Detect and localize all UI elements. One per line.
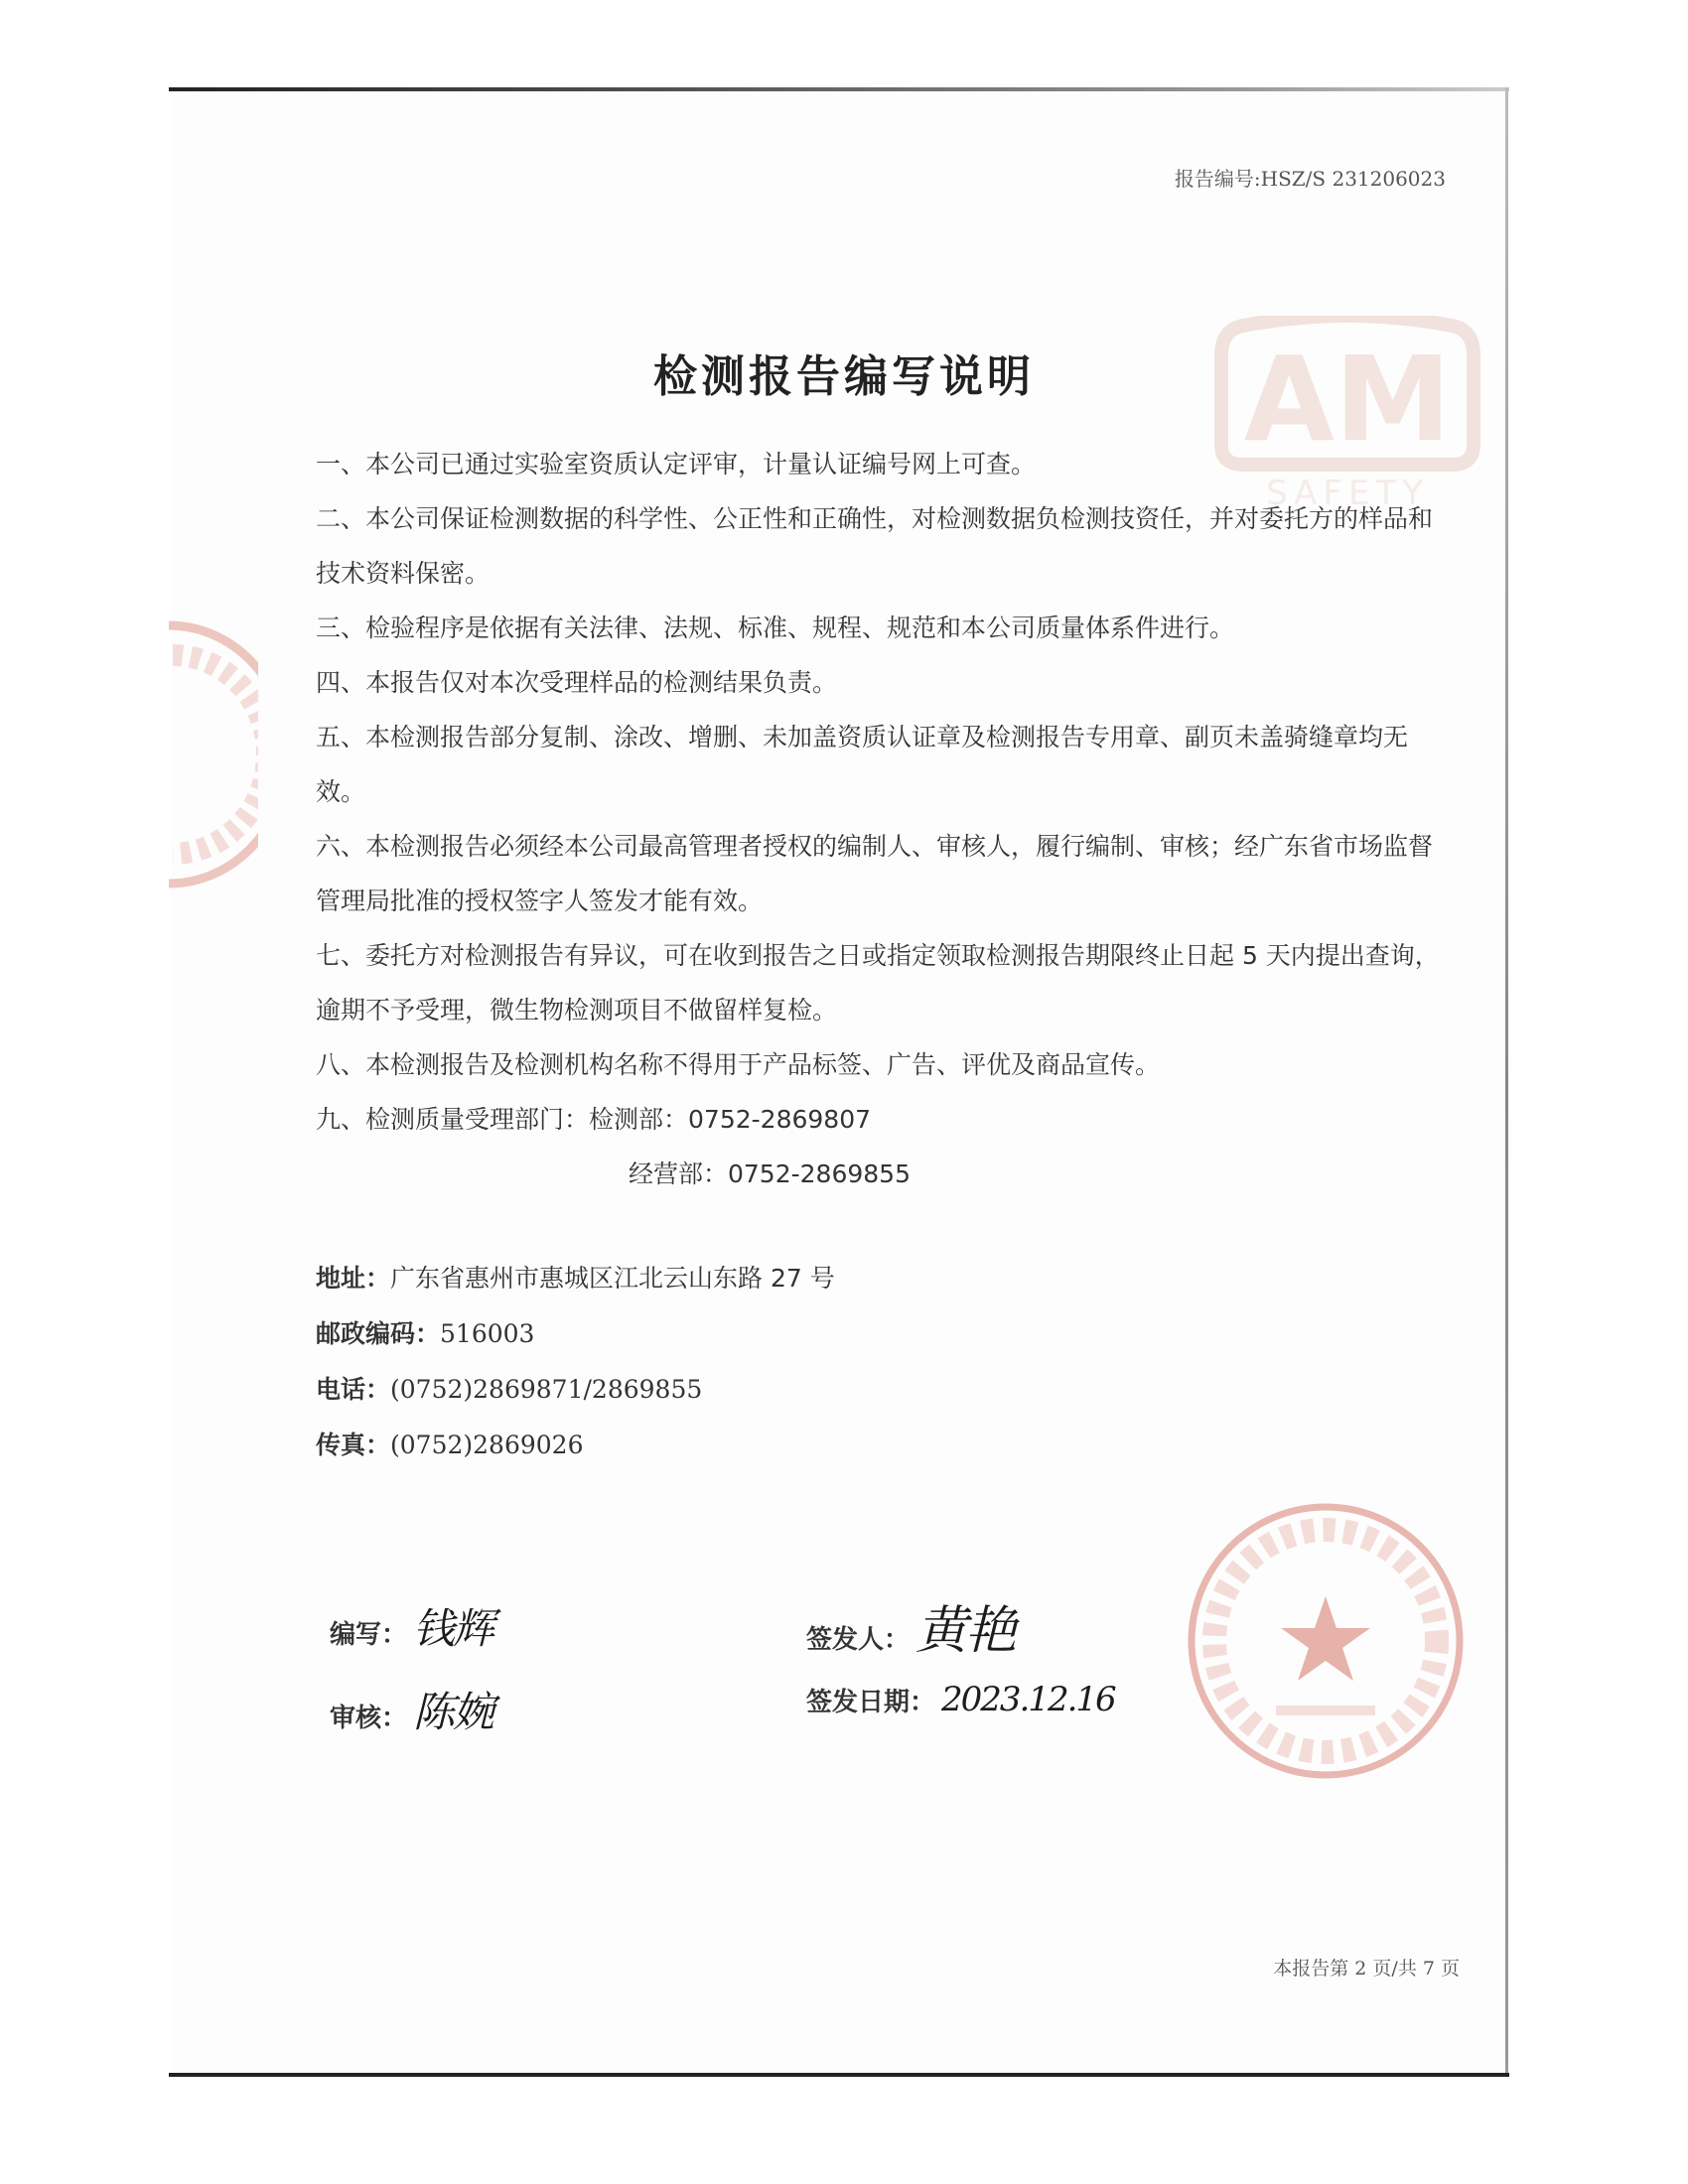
address-row <box>316 1251 1209 1306</box>
compiler-signature <box>330 1596 492 1656</box>
clause-list <box>316 437 1448 1201</box>
clause-2: 二、本公司保证检测数据的科学性、公正性和正确性，对检测数据负检测技资任，并对委托方的样品和技术资料保密。 <box>316 504 1434 588</box>
postcode-label: 邮政编码： <box>316 1319 441 1348</box>
issue-date-label: 签发日期： <box>806 1688 936 1717</box>
svg-text:SAFETY: SAFETY <box>1265 474 1430 513</box>
issuer-signature <box>806 1588 1015 1663</box>
clause-9 <box>316 1092 1448 1147</box>
issue-date-value: 2023.12.16 <box>941 1680 1115 1719</box>
clause-9-prefix: 九、检测质量受理部门： <box>316 1105 590 1134</box>
svg-text:AM: AM <box>1243 331 1452 468</box>
clause-8: 八、本检测报告及检测机构名称不得用于产品标签、广告、评优及商品宣传。 <box>316 1050 1161 1079</box>
page-footer: 本报告第 2 页/共 7 页 <box>1273 1958 1460 1979</box>
clause-5: 五、本检测报告部分复制、涂改、增删、未加盖资质认证章及检测报告专用章、副页未盖骑缝章均无效。 <box>316 723 1409 806</box>
phone-value: (0752)2869871/2869855 <box>390 1375 703 1404</box>
compiler-name: 钱辉 <box>413 1604 493 1653</box>
issuer-label: 签发人： <box>806 1625 911 1655</box>
fax-row <box>316 1418 1209 1473</box>
contact-info <box>316 1251 1209 1473</box>
reviewer-signature <box>330 1680 492 1739</box>
clause-6: 六、本检测报告必须经本公司最高管理者授权的编制人、审核人，履行编制、审核；经广东省市场监督管理局批准的授权签字人签发才能有效。 <box>316 832 1434 915</box>
clause-7: 七、委托方对检测报告有异议，可在收到报告之日或指定领取检测报告期限终止日起 5 天内提出查询，逾期不予受理，微生物检测项目不做留样复检。 <box>316 941 1440 1024</box>
issuer-name: 黄艳 <box>915 1601 1016 1661</box>
compiler-label: 编写： <box>330 1620 408 1650</box>
postcode-row <box>316 1306 1209 1362</box>
testing-dept-phone: 检测部：0752-2869807 <box>589 1105 872 1134</box>
address-value: 广东省惠州市惠城区江北云山东路 27 号 <box>390 1264 835 1293</box>
reviewer-name: 陈婉 <box>413 1688 493 1736</box>
clause-4: 四、本报告仅对本次受理样品的检测结果负责。 <box>316 668 838 697</box>
issue-date-signature <box>806 1680 1115 1719</box>
fax-value: (0752)2869026 <box>390 1431 584 1459</box>
address-label: 地址： <box>316 1264 391 1293</box>
clause-1: 一、本公司已通过实验室资质认定评审，计量认证编号网上可查。 <box>316 450 1037 478</box>
reviewer-label: 审核： <box>330 1704 408 1733</box>
phone-row <box>316 1362 1209 1418</box>
postcode-value: 516003 <box>440 1319 535 1348</box>
phone-label: 电话： <box>316 1375 391 1404</box>
clause-3: 三、检验程序是依据有关法律、法规、标准、规程、规范和本公司质量体系件进行。 <box>316 614 1235 642</box>
scan-edge-bottom <box>169 2073 1509 2077</box>
fax-label: 传真： <box>316 1431 391 1459</box>
report-number: 报告编号:HSZ/S 231206023 <box>1174 167 1446 191</box>
page-title: 检测报告编写说明 <box>653 351 1035 402</box>
business-dept-phone: 经营部：0752-2869855 <box>629 1160 911 1188</box>
